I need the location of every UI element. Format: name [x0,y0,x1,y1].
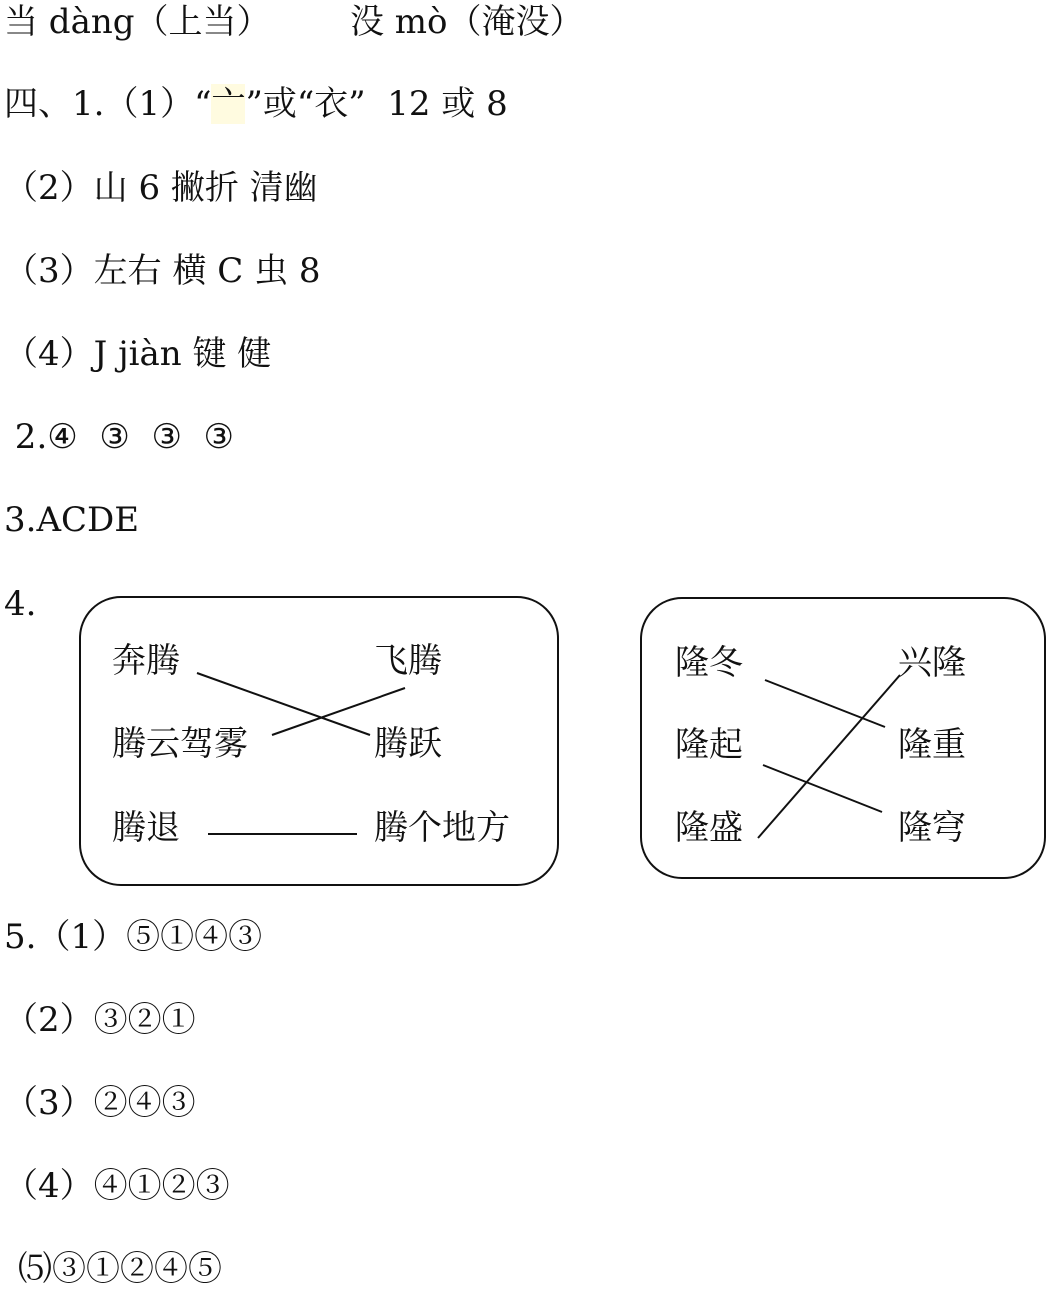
box2-left-word: 隆盛 [675,808,743,848]
box1-right-word: 腾跃 [374,724,442,764]
answer-line-q4: 4. [4,584,37,624]
box2-right-word: 隆穹 [898,808,966,848]
answer-line-q5-2: （2）③②① [4,1000,196,1040]
answer-line-q3: 3.ACDE [4,500,140,540]
box2-left-word: 隆冬 [675,643,743,683]
box1-right-word: 飞腾 [374,641,442,681]
answer-line-q1-3: （3）左右 横 C 虫 8 [4,251,321,291]
box2-right-word: 兴隆 [898,643,966,683]
answer-line-q5-5: ⑸③①②④⑤ [18,1249,222,1289]
answer-line-q5-1: 5.（1）⑤①④③ [4,917,263,957]
answer-line-1a: 当 dàng（上当） [4,2,271,42]
box2-left-word: 隆起 [675,725,743,765]
answer-line-q2: 2.④ ③ ③ ③ [4,417,235,457]
answer-line-q5-4: （4）④①②③ [4,1166,230,1206]
box1-right-word: 腾个地方 [374,808,510,848]
box2-right-word: 隆重 [898,725,966,765]
answer-line-section-4-q1-1 [4,84,508,124]
box1-left-word: 腾云驾雾 [112,724,248,764]
answer-line-1b: 没 mò（淹没） [350,2,584,42]
answer-line-q5-3: （3）②④③ [4,1083,196,1123]
answer-prefix: 四、1.（1）“ [4,84,212,124]
highlighted-radical: 亠 [211,84,246,124]
answer-suffix: ”或“衣” 12 或 8 [245,84,508,124]
box1-left-word: 腾退 [112,808,180,848]
answer-line-q1-2: （2）山 6 撇折 清幽 [4,168,318,208]
box1-left-word: 奔腾 [112,641,180,681]
answer-line-q1-4: （4）J jiàn 键 健 [4,334,272,374]
